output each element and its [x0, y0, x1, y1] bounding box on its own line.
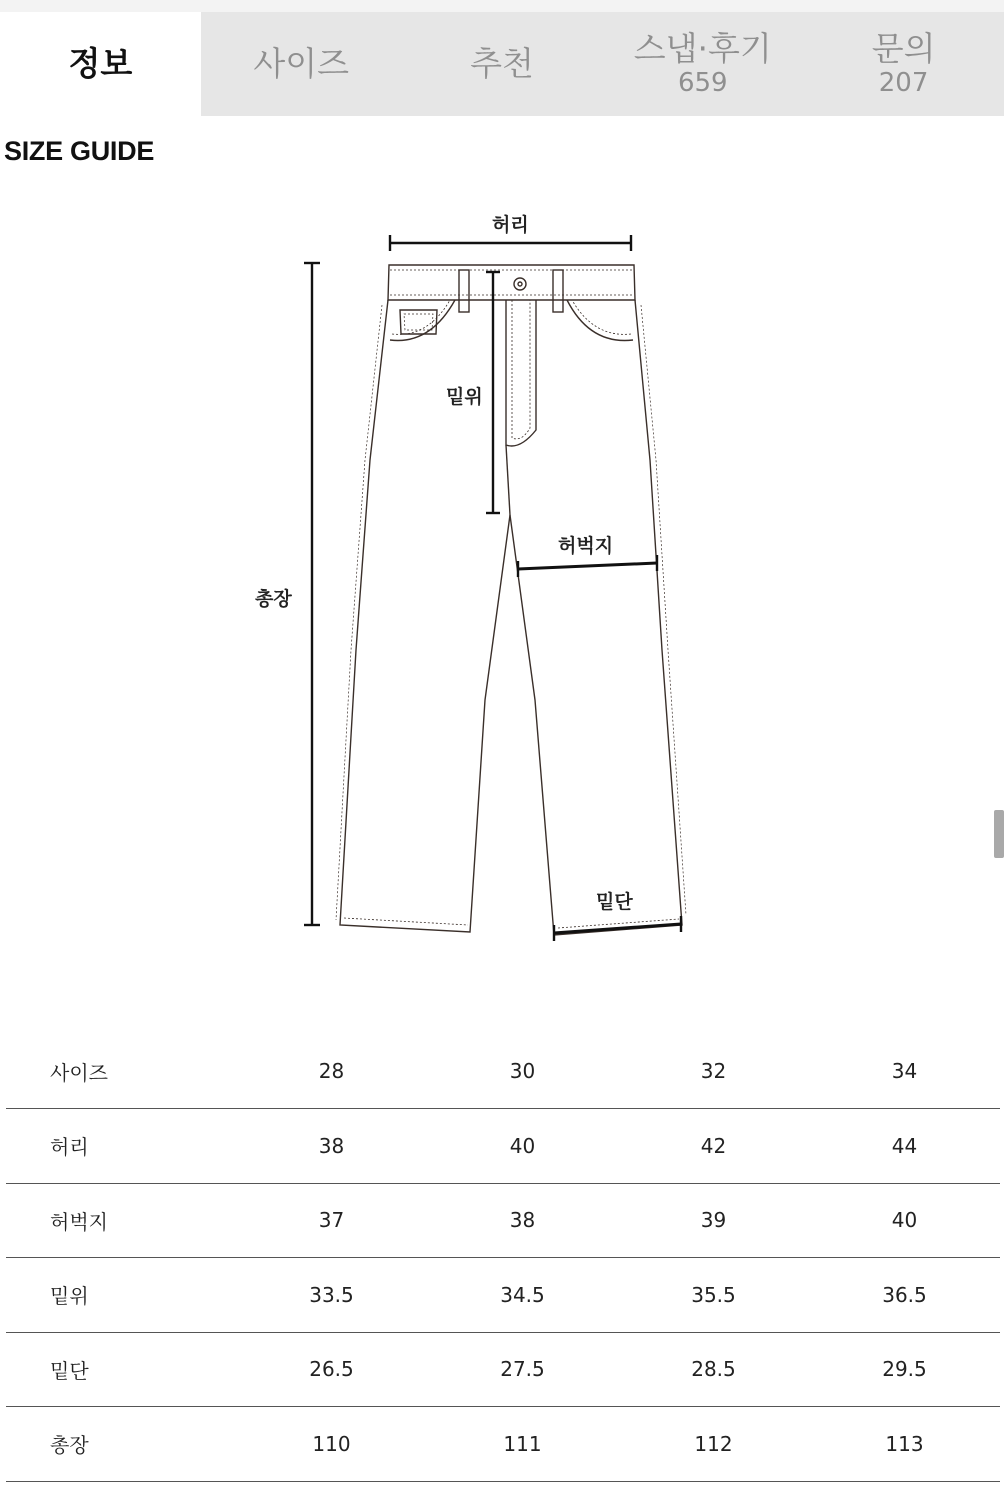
- table-row: [6, 1109, 1000, 1184]
- table-cell: 35.5: [618, 1258, 809, 1333]
- tab-label: 추천: [470, 43, 534, 83]
- tab-size[interactable]: [201, 12, 402, 116]
- table-cell: 111: [427, 1407, 618, 1482]
- table-cell: 38: [427, 1183, 618, 1258]
- tab-label: 스냅·후기: [633, 28, 772, 68]
- table-cell: 28: [236, 1034, 427, 1109]
- table-cell: 34: [809, 1034, 1000, 1109]
- table-cell: 26.5: [236, 1332, 427, 1407]
- tab-recommend[interactable]: [402, 12, 603, 116]
- table-row: [6, 1332, 1000, 1407]
- table-cell: 42: [618, 1109, 809, 1184]
- row-label: 총장: [6, 1407, 236, 1482]
- row-label: 허벅지: [6, 1183, 236, 1258]
- table-cell: 37: [236, 1183, 427, 1258]
- rise-label: 밑위: [446, 386, 483, 408]
- table-cell: 38: [236, 1109, 427, 1184]
- row-label: 밑위: [6, 1258, 236, 1333]
- row-label: 사이즈: [6, 1034, 236, 1109]
- size-guide-title: SIZE GUIDE: [4, 136, 155, 166]
- table-cell: 30: [427, 1034, 618, 1109]
- tab-label: 문의: [871, 28, 936, 68]
- thigh-label: 허벅지: [558, 535, 614, 557]
- table-cell: 40: [427, 1109, 618, 1184]
- table-cell: 27.5: [427, 1332, 618, 1407]
- table-cell: 40: [809, 1183, 1000, 1258]
- table-cell: 32: [618, 1034, 809, 1109]
- tab-inquiry[interactable]: [803, 12, 1004, 116]
- row-label: 밑단: [6, 1332, 236, 1407]
- table-row: [6, 1407, 1000, 1482]
- table-row: [6, 1183, 1000, 1258]
- tab-label: 정보: [68, 43, 133, 83]
- table-cell: 110: [236, 1407, 427, 1482]
- top-strip: [0, 0, 1004, 12]
- table-cell: 29.5: [809, 1332, 1000, 1407]
- inquiry-count: 207: [878, 67, 929, 98]
- product-tab-bar: [0, 12, 1004, 116]
- table-cell: 113: [809, 1407, 1000, 1482]
- table-cell: 39: [618, 1183, 809, 1258]
- size-table-body: [6, 1034, 1000, 1481]
- tab-label: 사이즈: [253, 43, 350, 83]
- hem-label: 밑단: [596, 891, 633, 913]
- table-row: [6, 1034, 1000, 1109]
- table-cell: 28.5: [618, 1332, 809, 1407]
- table-cell: 36.5: [809, 1258, 1000, 1333]
- review-count: 659: [677, 67, 728, 98]
- waist-label: 허리: [492, 214, 529, 236]
- pants-size-diagram: [0, 190, 1004, 980]
- table-cell: 44: [809, 1109, 1000, 1184]
- pants-illustration: [0, 190, 1004, 980]
- size-table: [6, 1034, 1000, 1482]
- scrollbar-thumb[interactable]: [994, 810, 1004, 858]
- table-cell: 33.5: [236, 1258, 427, 1333]
- table-row: [6, 1258, 1000, 1333]
- total-length-label: 총장: [255, 588, 292, 610]
- table-cell: 34.5: [427, 1258, 618, 1333]
- tab-snap-review[interactable]: [602, 12, 803, 116]
- table-cell: 112: [618, 1407, 809, 1482]
- tab-info[interactable]: [0, 12, 201, 116]
- row-label: 허리: [6, 1109, 236, 1184]
